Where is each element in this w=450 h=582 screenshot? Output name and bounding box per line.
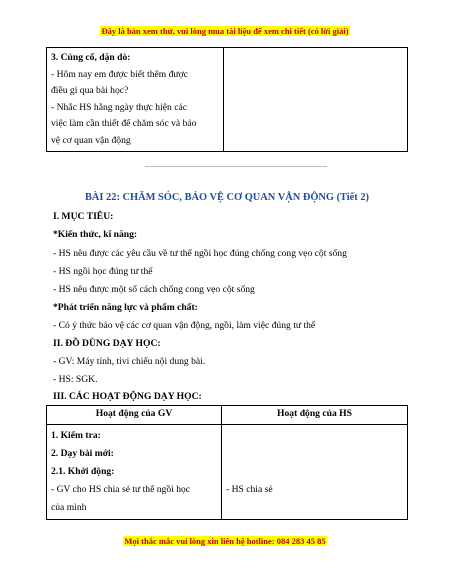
top-banner-text: Đây là bản xem thử, vui lòng mua tài liệu để xem chi tiết (có lời giải) [101, 26, 349, 36]
knowledge-item: - HS ngồi học đúng tư thế [53, 266, 153, 277]
hs-activity-text: - HS chia sẻ [226, 484, 273, 495]
closing-line: điều gì qua bài học? [51, 85, 129, 96]
gv-activity-line: của mình [51, 502, 87, 513]
teaching-activities-table [46, 405, 408, 520]
knowledge-heading: *Kiến thức, kĩ năng: [53, 229, 138, 240]
bottom-hotline-banner [0, 536, 450, 546]
warmup-heading: 2.1. Khởi động: [51, 466, 115, 477]
closing-activities-table [46, 47, 408, 152]
materials-item: - HS: SGK. [53, 374, 98, 385]
new-lesson-heading: 2. Dạy bài mới: [51, 448, 114, 459]
hs-column-header: Hoạt động của HS [222, 406, 408, 425]
gv-closing-cell [47, 48, 224, 152]
competence-item: - Có ý thức bảo vệ các cơ quan vận động, ngồi, làm việc đúng tư thế [53, 320, 316, 331]
objectives-heading: I. MỤC TIÊU: [53, 211, 114, 222]
gv-activity-line: - GV cho HS chia sẻ tư thế ngồi học [51, 484, 191, 495]
activities-heading: III. CÁC HOẠT ĐỘNG DẠY HỌC: [53, 391, 202, 402]
materials-heading: II. ĐỒ DÙNG DẠY HỌC: [53, 338, 161, 349]
closing-line: vệ cơ quan vận động [51, 134, 131, 146]
gv-column-header: Hoạt động của GV [47, 406, 222, 425]
materials-item: - GV: Máy tính, tivi chiếu nội dung bài. [53, 356, 206, 367]
lesson-title: BÀI 22: CHĂM SÓC, BẢO VỆ CƠ QUAN VẬN ĐỘNG (Tiết 2) [84, 192, 370, 203]
knowledge-item: - HS nêu được một số cách chống cong vẹo cột sống [53, 284, 255, 295]
gv-activity-cell [47, 425, 222, 520]
closing-line: - Nhắc HS hằng ngày thực hiện các [51, 101, 187, 113]
closing-line: - Hôm nay em được biết thêm được [51, 68, 188, 80]
closing-line: việc làm cần thiết để chăm sóc và bảo [51, 118, 197, 129]
knowledge-item: - HS nêu được các yêu cầu về tư thế ngồi học đúng chống cong vẹo cột sống [53, 248, 347, 259]
competence-heading: *Phát triển năng lực và phẩm chất: [53, 302, 198, 313]
hotline-text: Mọi thắc mắc vui lòng xin liên hệ hotline: 084 283 45 85 [124, 536, 326, 546]
hs-closing-cell [224, 48, 408, 152]
page-divider [145, 166, 327, 167]
top-preview-banner [0, 26, 450, 36]
hs-activity-cell [222, 425, 408, 520]
closing-heading: 3. Củng cố, dặn dò: [51, 52, 131, 63]
check-heading: 1. Kiểm tra: [51, 430, 101, 441]
